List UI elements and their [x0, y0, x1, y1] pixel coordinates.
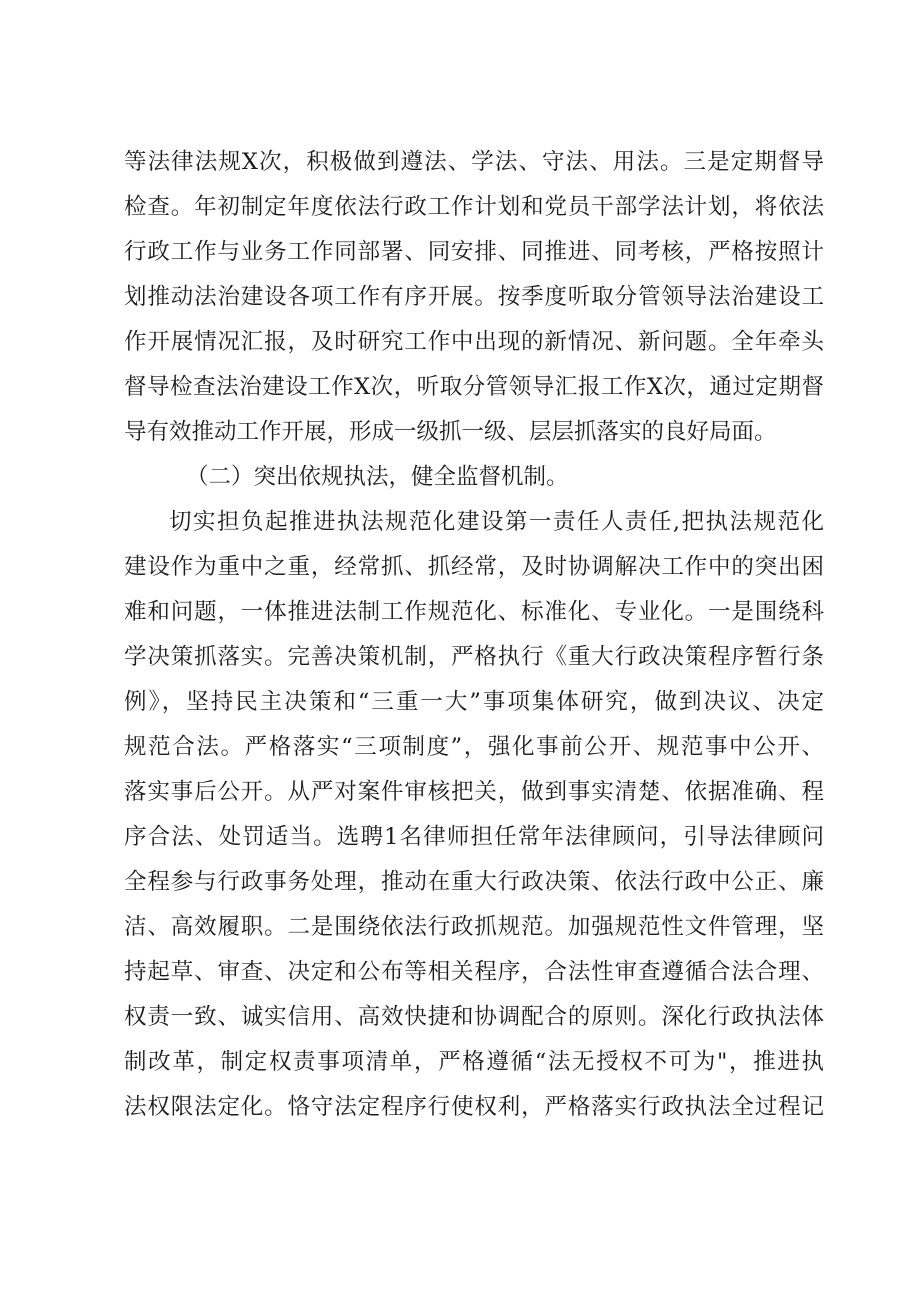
section-heading: （二）突出依规执法，健全监督机制。 [186, 464, 569, 490]
paragraph-line: 作开展情况汇报，及时研究工作中出现的新情况、新问题。全年牵头 [124, 329, 824, 355]
paragraph-line: 难和问题，一体推进法制工作规范化、标准化、专业化。一是围绕科 [124, 599, 824, 625]
paragraph-line: 划推动法治建设各项工作有序开展。按季度听取分管领导法治建设工 [124, 284, 824, 310]
paragraph-line: 学决策抓落实。完善决策机制，严格执行《重大行政决策程序暂行条 [124, 644, 824, 670]
paragraph-line: 序合法、处罚适当。选聘1名律师担任常年法律顾问，引导法律顾问 [124, 824, 824, 850]
paragraph-line: 等法律法规X次，积极做到遵法、学法、守法、用法。三是定期督导 [124, 149, 824, 175]
document-body [124, 140, 824, 1130]
paragraph-line: 行政工作与业务工作同部署、同安排、同推进、同考核，严格按照计 [124, 239, 824, 265]
paragraph-line: 权责一致、诚实信用、高效快捷和协调配合的原则。深化行政执法体 [124, 1004, 824, 1030]
paragraph-line: 法权限法定化。恪守法定程序行使权利，严格落实行政执法全过程记 [124, 1094, 824, 1120]
paragraph-line: 切实担负起推进执法规范化建设第一责任人责任,把执法规范化 [169, 509, 824, 535]
paragraph-line: 建设作为重中之重，经常抓、抓经常，及时协调解决工作中的突出困 [124, 554, 824, 580]
paragraph-1 [124, 140, 824, 455]
paragraph-line: 制改革，制定权责事项清单，严格遵循“法无授权不可为"，推进执 [124, 1049, 824, 1075]
paragraph-line: 洁、高效履职。二是围绕依法行政抓规范。加强规范性文件管理，坚 [124, 914, 824, 940]
paragraph-line: 全程参与行政事务处理，推动在重大行政决策、依法行政中公正、廉 [124, 869, 824, 895]
paragraph-line: 例》，坚持民主决策和“三重一大”事项集体研究，做到决议、决定 [124, 689, 824, 715]
paragraph-line: 规范合法。严格落实“三项制度”，强化事前公开、规范事中公开、 [124, 734, 824, 760]
paragraph-line: 持起草、审查、决定和公布等相关程序，合法性审查遵循合法合理、 [124, 959, 824, 985]
paragraph-line: 落实事后公开。从严对案件审核把关，做到事实清楚、依据准确、程 [124, 779, 824, 805]
paragraph-line: 检查。年初制定年度依法行政工作计划和党员干部学法计划，将依法 [124, 194, 824, 220]
paragraph-line: 导有效推动工作开展，形成一级抓一级、层层抓落实的良好局面。 [124, 419, 777, 445]
paragraph-2 [124, 500, 824, 1130]
paragraph-line: 督导检查法治建设工作X次，听取分管领导汇报工作X次，通过定期督 [124, 374, 824, 400]
